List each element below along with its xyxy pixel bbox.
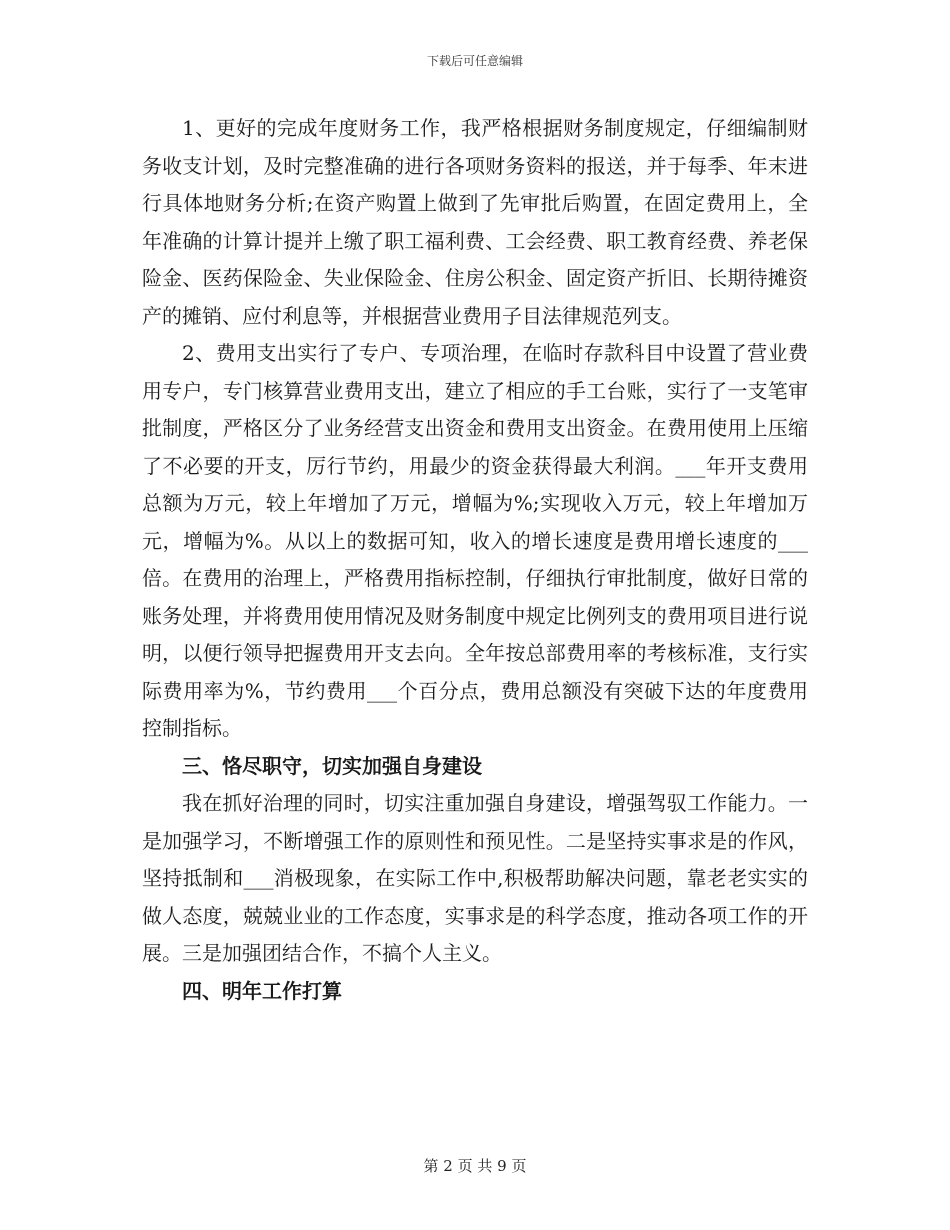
section-heading-self-building: 三、恪尽职守，切实加强自身建设 <box>182 753 482 778</box>
paragraph-self-building: 我在抓好治理的同时，切实注重加强自身建设，增强驾驭工作能力。一是加强学习，不断增强工作的原则性和预见性。二是坚持实事求是的作风，坚持抵制和___消极现象，在实际工作中,积极帮助解决问题，靠老老实实的做人态度，兢兢业业的工作态度，实事求是的科学态度，推动各项工作的开展。三是加强团结合作，不搞个人主义。 <box>142 791 808 965</box>
page-number: 第 2 页 共 9 页 <box>423 1157 527 1175</box>
paragraph-expense-management: 2、费用支出实行了专户、专项治理，在临时存款科目中设置了营业费用专户，专门核算营业费用支出，建立了相应的手工台账，实行了一支笔审批制度，严格区分了业务经营支出资金和费用支出资金。在费用使用上压缩了不必要的开支，厉行节约，用最少的资金获得最大利润。___年开支费用总额为万元，较上年增加了万元，增幅为%;实现收入万元，较上年增加万元，增幅为%。从以上的数据可知，收入的增长速度是费用增长速度的___倍。在费用的治理上，严格费用指标控制，仔细执行审批制度，做好日常的账务处理，并将费用使用情况及财务制度中规定比例列支的费用项目进行说明，以便行领导把握费用开支去向。全年按总部费用率的考核标准，支行实际费用率为%，节约费用___个百分点，费用总额没有突破下达的年度费用控制指标。 <box>142 341 808 740</box>
document-body <box>142 110 808 1010</box>
section-heading-next-year-plan: 四、明年工作打算 <box>182 978 342 1003</box>
header-note: 下载后可任意编辑 <box>426 54 523 68</box>
paragraph-financial-work: 1、更好的完成年度财务工作，我严格根据财务制度规定，仔细编制财务收支计划，及时完整准确的进行各项财务资料的报送，并于每季、年末进行具体地财务分析;在资产购置上做到了先审批后购置，在固定费用上，全年准确的计算计提并上缴了职工福利费、工会经费、职工教育经费、养老保险金、医药保险金、失业保险金、住房公积金、固定资产折旧、长期待摊资产的摊销、应付利息等，并根据营业费用子目法律规范列支。 <box>142 116 808 328</box>
